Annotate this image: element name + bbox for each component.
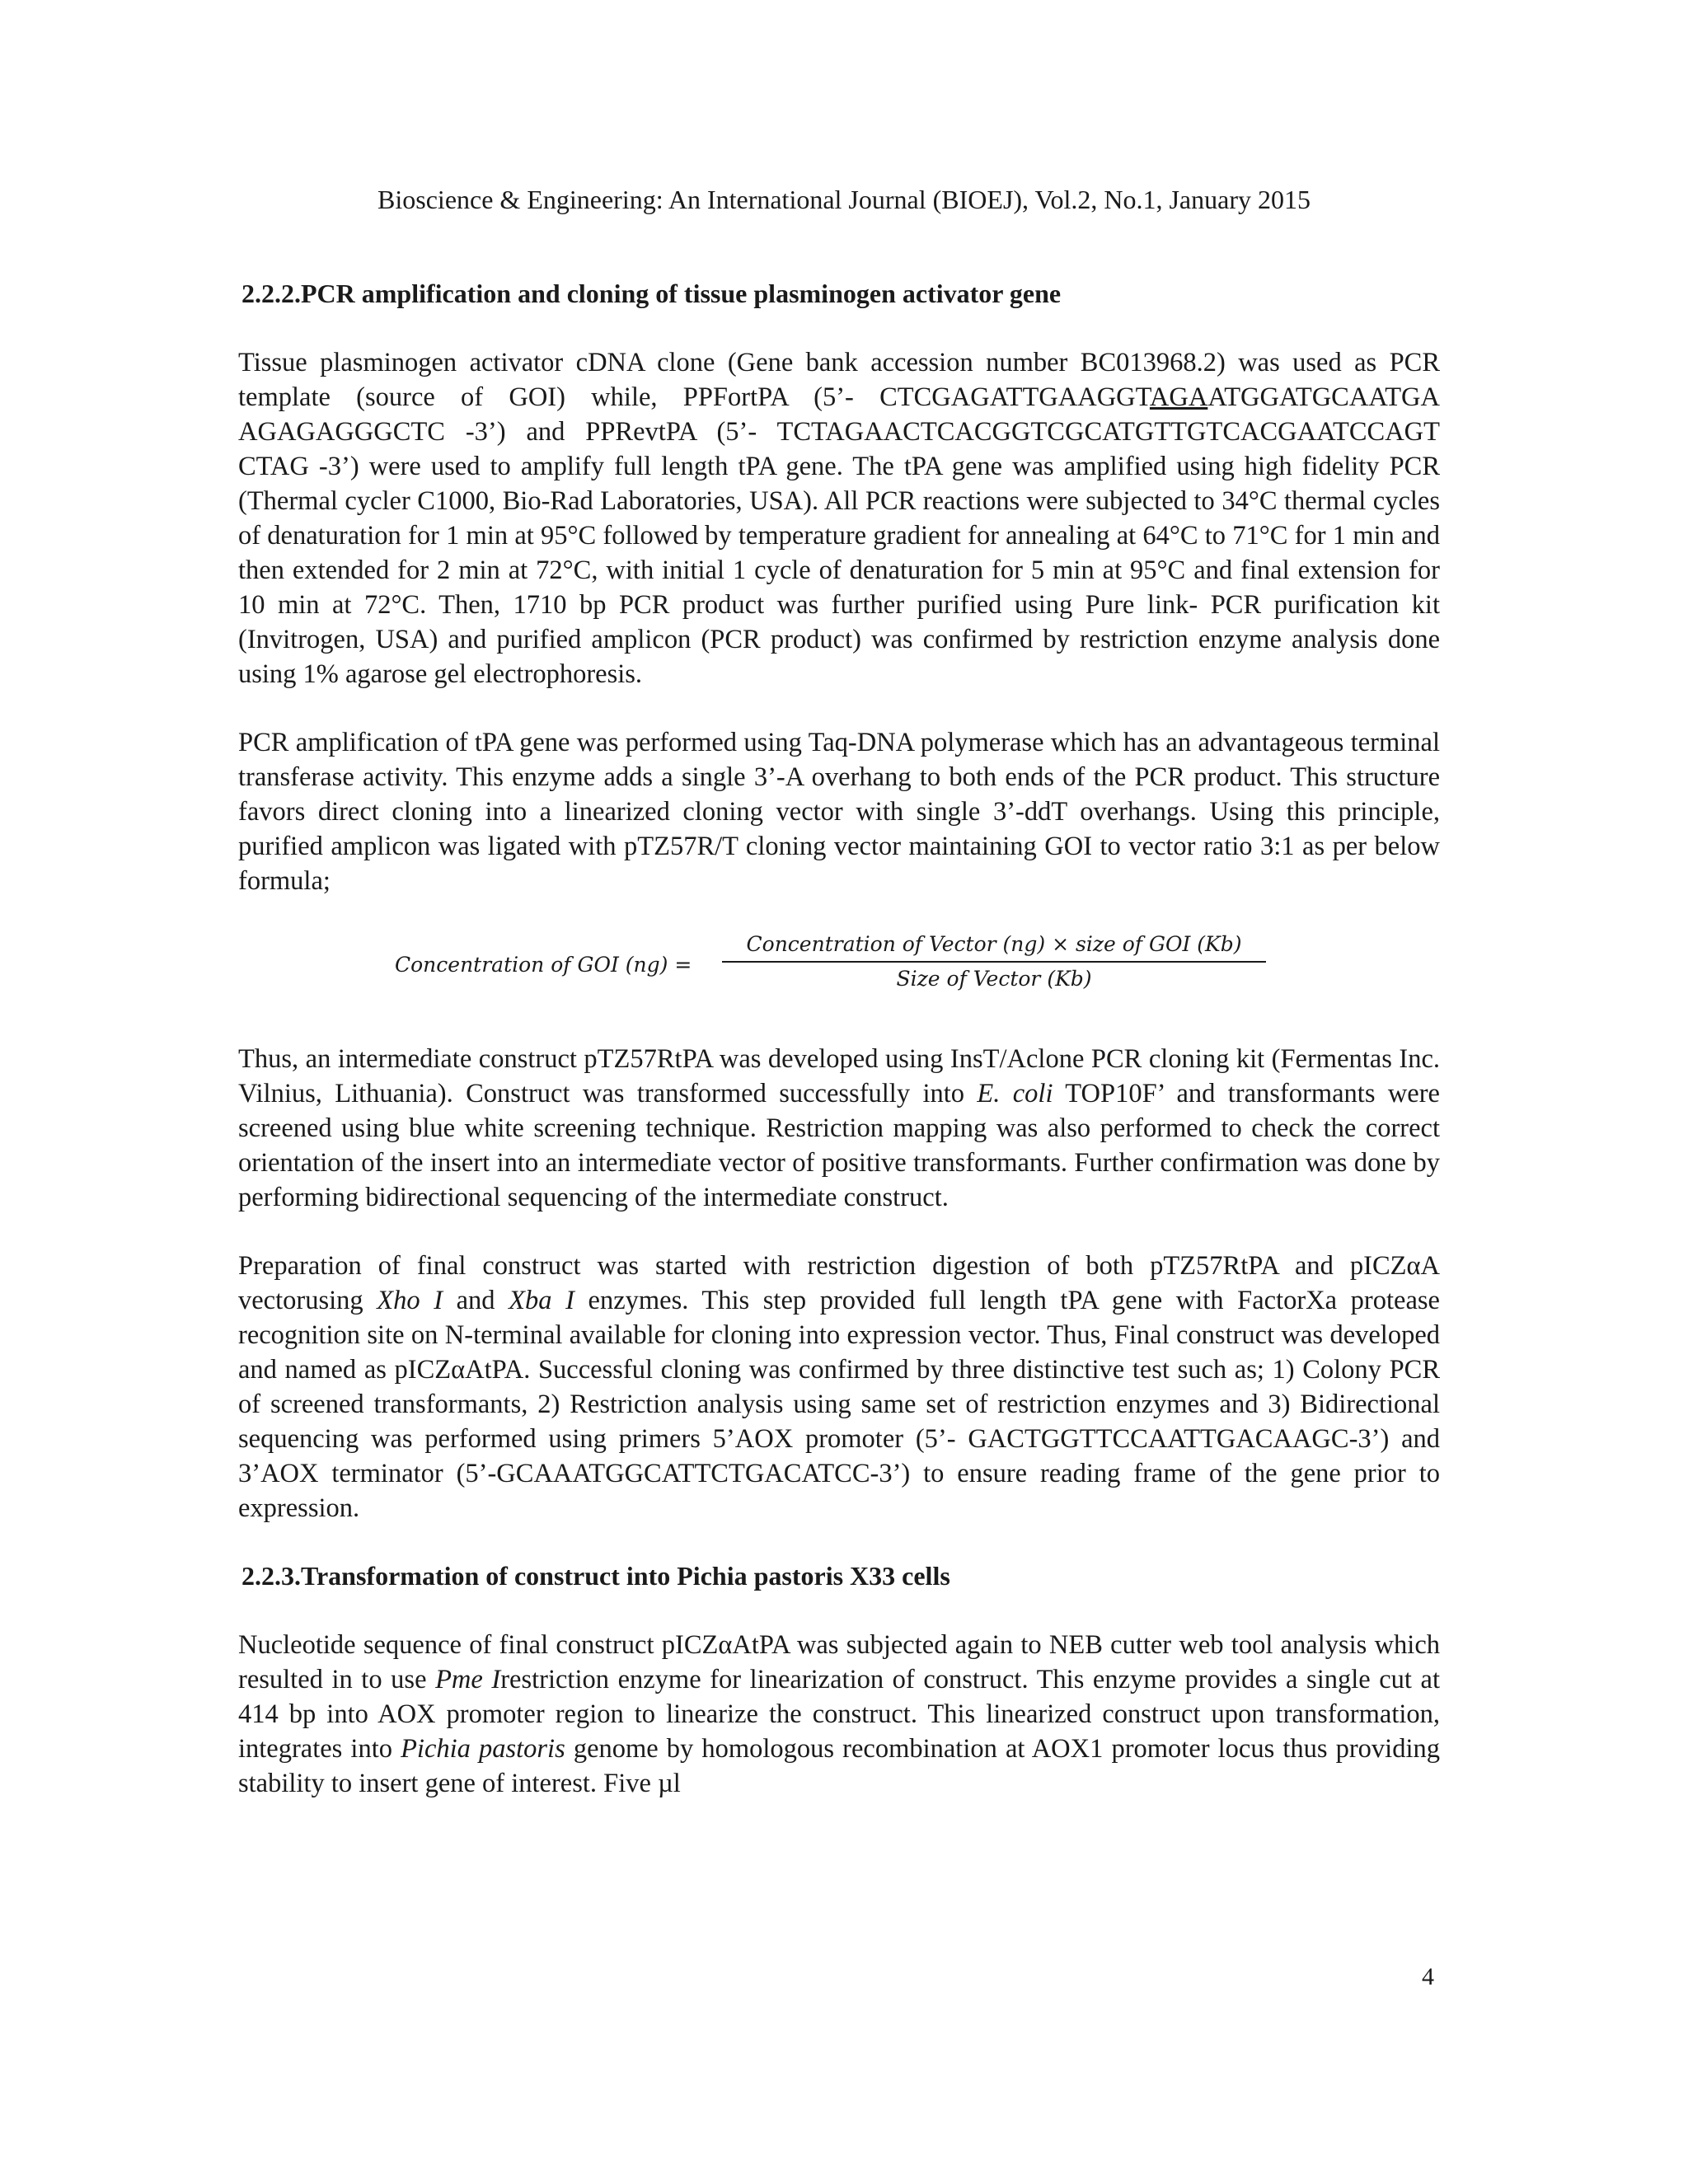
paragraph-text: enzymes. This step provided full length tPA gene with FactorXa protease recognition site on N-terminal available for cloning into expression vector. Thus, Final construct was developed and named as pICZαAtPA. Successful cloning was confirmed by three distinctive test such as; 1) Colony PCR of screened transformants, 2) Restriction analysis using same set of restriction enzymes and 3) Bidirectional sequencing was performed using primers 5’AOX promoter (5’- GACTGGTTCCAATTGACAAGC-3’) and 3’AOX terminator (5’-GCAAATGGCATTCTGACATCC-3’) to ensure reading frame of the gene prior to expression.	[238, 1286, 1440, 1523]
paragraph-transformation	[238, 1628, 1440, 1801]
italic-enzyme: Xba I	[509, 1286, 574, 1315]
formula-numerator: Concentration of Vector (ng) × size of GOI (Kb)	[722, 932, 1266, 963]
paragraph-text: Tissue plasminogen activator cDNA clone (Gene bank accession number BC013968.2) was used as PCR template (source of GOI) while, PPFortPA (5’- CTCGAGATTGAAGGT	[238, 348, 1440, 412]
underlined-codon: AGA	[1149, 382, 1208, 412]
paragraph-text: and	[443, 1286, 509, 1315]
paragraph-intermediate-construct	[238, 1042, 1440, 1215]
paragraph-pcr-amplification	[238, 345, 1440, 691]
paragraph-text: restriction enzyme for linearization of construct. This enzyme provides a single cut at 414 bp into AOX promoter region to linearize the construct. This linearized construct upon transformation, integrates into	[238, 1665, 1440, 1764]
paragraph-text: Thus, an intermediate construct pTZ57RtPA was developed using InsT/Aclone PCR cloning kit (Fermentas Inc. Vilnius, Lithuania). Construct was transformed successfully into	[238, 1044, 1440, 1108]
page-number: 4	[1422, 1963, 1434, 1990]
formula-denominator: Size of Vector (Kb)	[896, 967, 1092, 991]
italic-organism: E. coli	[977, 1079, 1053, 1108]
paragraph-final-construct	[238, 1249, 1440, 1526]
italic-enzyme: Xho I	[377, 1286, 443, 1315]
paragraph-text: TOP10F’ and transformants were screened using blue white screening technique. Restriction mapping was also performed to check the correct orientation of the insert into an intermediate vector of positive transformants. Further confirmation was done by performing bidirectional sequencing of the intermediate construct.	[238, 1079, 1440, 1212]
paragraph-text: ATGGATGCAATGA AGAGAGGGCTC -3’) and PPRevtPA (5’- TCTAGAACTCACGGTCGCATGTTGTCACGAATCCAGT CTAG -3’) were used to amplify full length tPA gene. The tPA gene was amplified using high fidelity PCR (Thermal cycler C1000, Bio-Rad Laboratories, USA). All PCR reactions were subjected to 34°C thermal cycles of denaturation for 1 min at 95°C followed by temperature gradient for annealing at 64°C to 71°C for 1 min and then extended for 2 min at 72°C, with initial 1 cycle of denaturation for 5 min at 95°C and final extension for 10 min at 72°C. Then, 1710 bp PCR product was further purified using Pure link- PCR purification kit (Invitrogen, USA) and purified amplicon (PCR product) was confirmed by restriction enzyme analysis done using 1% agarose gel electrophoresis.	[238, 382, 1440, 689]
article-body	[238, 277, 1440, 1835]
section-heading-2-2-2: 2.2.2.PCR amplification and cloning of tissue plasminogen activator gene	[241, 279, 1062, 308]
italic-organism: Pichia pastoris	[401, 1734, 565, 1764]
italic-enzyme: Pme I	[435, 1665, 501, 1694]
formula-lhs: Concentration of GOI (ng) =	[395, 953, 692, 977]
section-heading-2-2-3: 2.2.3.Transformation of construct into Pichia pastoris X33 cells	[241, 1561, 950, 1591]
formula-fraction	[722, 932, 1266, 991]
paragraph-taq-polymerase: PCR amplification of tPA gene was performed using Taq-DNA polymerase which has an advantageous terminal transferase activity. This enzyme adds a single 3’-A overhang to both ends of the PCR product. This structure favors direct cloning into a linearized cloning vector with single 3’-ddT overhangs. Using this principle, purified amplicon was ligated with pTZ57R/T cloning vector maintaining GOI to vector ratio 3:1 as per below formula;	[238, 728, 1440, 896]
paragraph-text: Preparation of final construct was started with restriction digestion of both pTZ57RtPA and pICZαA vectorusing	[238, 1251, 1440, 1315]
paragraph-text: genome by homologous recombination at AOX1 promoter locus thus providing stability to insert gene of interest. Five µl	[238, 1734, 1440, 1798]
paragraph-text: Nucleotide sequence of final construct pICZαAtPA was subjected again to NEB cutter web tool analysis which resulted in to use	[238, 1630, 1440, 1694]
running-header: Bioscience & Engineering: An International Journal (BIOEJ), Vol.2, No.1, January 2015	[377, 185, 1311, 214]
concentration-formula	[238, 932, 1440, 1008]
